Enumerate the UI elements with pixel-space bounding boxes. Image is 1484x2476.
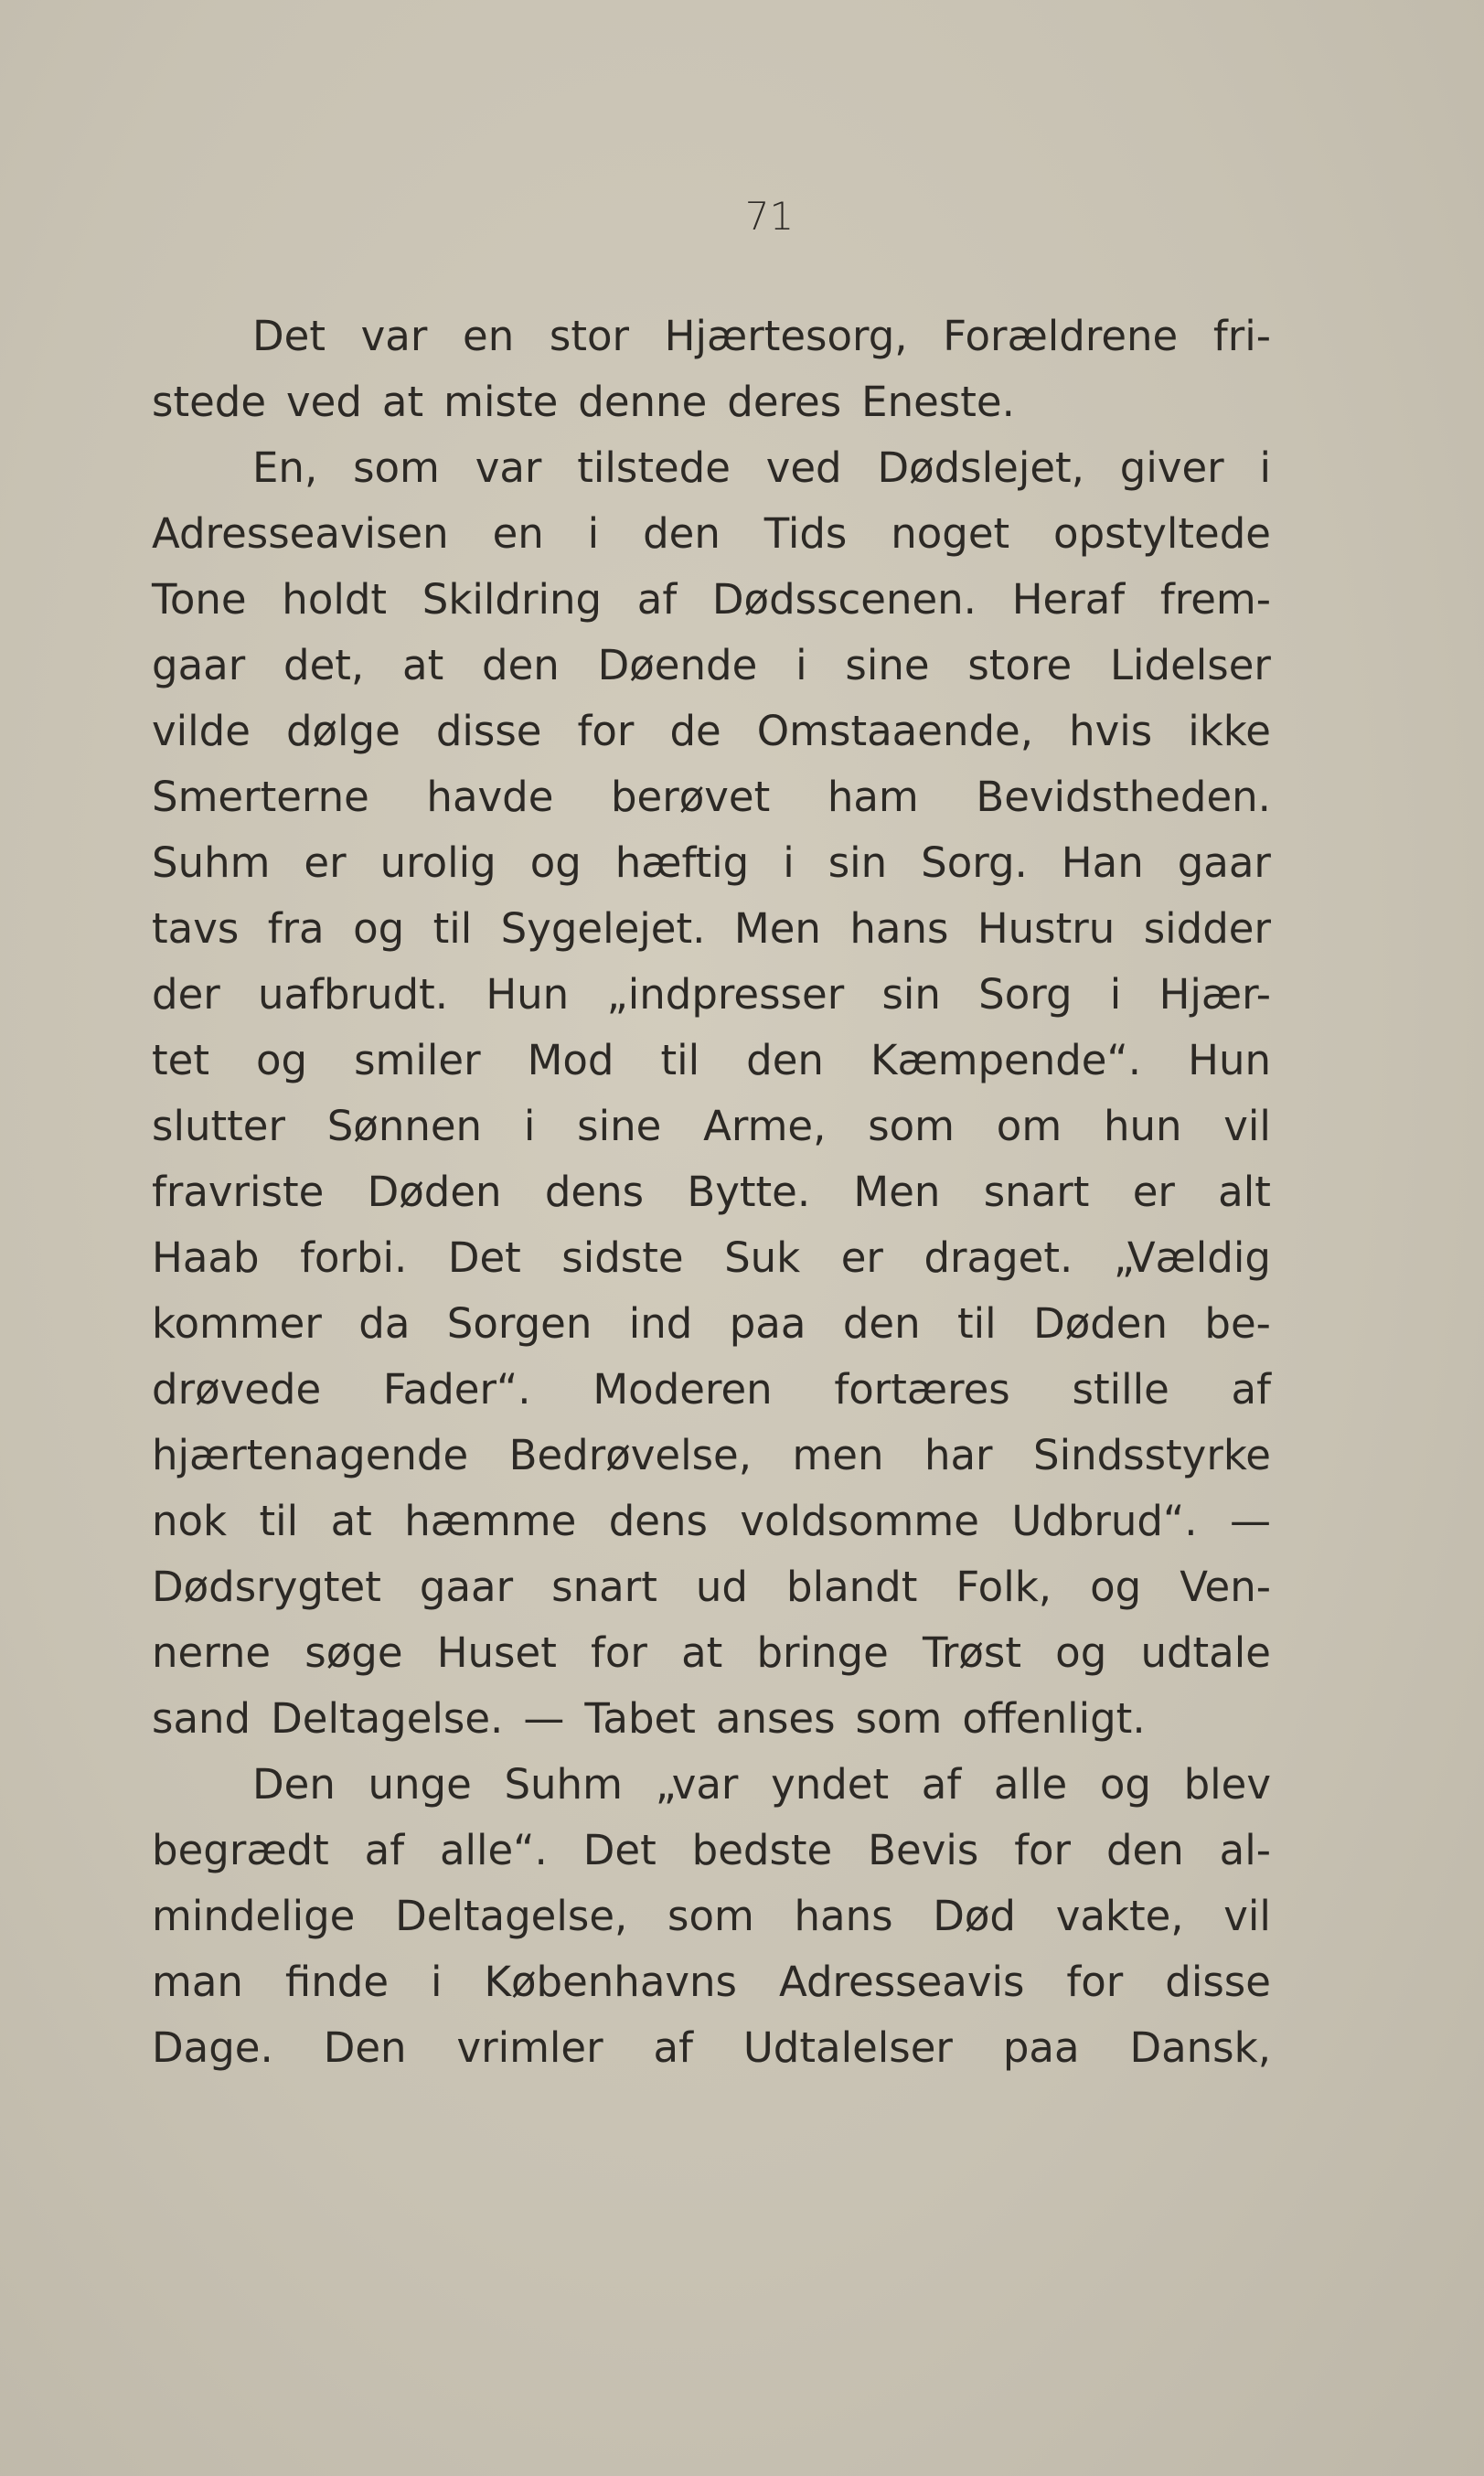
word: Suhm	[152, 838, 271, 887]
word: ud	[695, 1563, 748, 1611]
word: Den	[252, 1760, 336, 1809]
word: Han	[1061, 838, 1144, 887]
text-line	[152, 1094, 1271, 1159]
text-line	[152, 1291, 1271, 1357]
word: miste	[443, 378, 559, 426]
word: kommer	[152, 1299, 322, 1348]
word: den	[482, 641, 560, 689]
text-line	[152, 435, 1271, 501]
word: de	[669, 707, 721, 755]
word: og	[1090, 1563, 1142, 1611]
body-text	[152, 304, 1271, 2081]
word: til	[957, 1299, 997, 1348]
word: noget	[891, 509, 1010, 558]
word: berøvet	[610, 773, 771, 821]
word: og	[353, 904, 405, 953]
word: sidder	[1143, 904, 1271, 953]
word: vil	[1223, 1102, 1271, 1150]
word: Mod	[527, 1036, 614, 1084]
word: var	[475, 443, 542, 492]
word: snart	[983, 1168, 1090, 1216]
word: som	[855, 1694, 943, 1743]
word: den	[1105, 1826, 1184, 1874]
word: disse	[435, 707, 542, 755]
word: af	[921, 1760, 962, 1809]
word: ved	[286, 378, 362, 426]
word: Det	[447, 1233, 521, 1282]
word: Dødslejet,	[877, 443, 1084, 492]
word: Haab	[152, 1233, 260, 1282]
word: Udbrud“.	[1011, 1497, 1198, 1545]
text-line	[152, 1489, 1271, 1554]
word: Forældrene	[943, 312, 1179, 360]
text-line	[152, 1159, 1271, 1225]
word: gaar	[1177, 838, 1271, 887]
word: den	[842, 1299, 921, 1348]
word: Sorgen	[446, 1299, 593, 1348]
word: Hun	[1188, 1036, 1271, 1084]
text-line	[152, 962, 1271, 1028]
word: hans	[849, 904, 949, 953]
text-line	[152, 567, 1271, 633]
word: gaar	[419, 1563, 514, 1611]
word: søge	[304, 1628, 403, 1677]
word: den	[746, 1036, 824, 1084]
word: Hun	[486, 970, 570, 1019]
word: Huset	[436, 1628, 557, 1677]
word: tavs	[152, 904, 240, 953]
word: alle“.	[439, 1826, 548, 1874]
word: Ven-	[1180, 1563, 1271, 1611]
word: dens	[544, 1168, 645, 1216]
text-line	[152, 304, 1271, 369]
text-line	[152, 1423, 1271, 1489]
word: Sønnen	[326, 1102, 483, 1150]
word: at	[402, 641, 444, 689]
word: deres	[727, 378, 842, 426]
text-line	[152, 1620, 1271, 1686]
word: hun	[1103, 1102, 1182, 1150]
word: var	[360, 312, 428, 360]
word: paa	[729, 1299, 806, 1348]
word: Døden	[367, 1168, 502, 1216]
word: anses	[715, 1694, 836, 1743]
word: —	[1230, 1497, 1271, 1545]
text-line	[152, 1818, 1271, 1884]
text-line	[152, 1752, 1271, 1818]
word: Eneste.	[861, 378, 1015, 426]
text-line	[152, 2015, 1271, 2081]
word: vil	[1223, 1892, 1271, 1940]
text-line	[152, 896, 1271, 962]
word: sand	[152, 1694, 251, 1743]
word: Adresseavis	[778, 1958, 1025, 2006]
word: nerne	[152, 1628, 272, 1677]
word: som	[868, 1102, 956, 1150]
word: offenligt.	[962, 1694, 1146, 1743]
word: disse	[1165, 1958, 1271, 2006]
word: al-	[1219, 1826, 1271, 1874]
word: i	[523, 1102, 536, 1150]
word: Men	[733, 904, 821, 953]
word: for	[1014, 1826, 1072, 1874]
word: om	[996, 1102, 1062, 1150]
word: Bedrøvelse,	[508, 1431, 753, 1479]
word: men	[792, 1431, 884, 1479]
word: draget.	[923, 1233, 1073, 1282]
word: fravriste	[152, 1168, 325, 1216]
word: man	[152, 1958, 243, 2006]
word: og	[255, 1036, 308, 1084]
word: Dødsrygtet	[152, 1563, 381, 1611]
word: af	[1231, 1365, 1271, 1414]
word: begrædt	[152, 1826, 329, 1874]
word: havde	[426, 773, 554, 821]
word: smiler	[354, 1036, 481, 1084]
word: til	[432, 904, 473, 953]
word: urolig	[379, 838, 496, 887]
word: Tids	[763, 509, 848, 558]
word: denne	[578, 378, 708, 426]
word: giver	[1119, 443, 1224, 492]
text-line	[152, 633, 1271, 699]
word: ham	[827, 773, 919, 821]
word: Udtalelser	[742, 2023, 953, 2072]
word: tilstede	[577, 443, 731, 492]
word: Sorg.	[921, 838, 1028, 887]
word: dens	[608, 1497, 708, 1545]
word: af	[364, 1826, 405, 1874]
word: bedste	[691, 1826, 833, 1874]
page-number: 71	[744, 194, 795, 239]
word: forbi.	[300, 1233, 408, 1282]
word: som	[667, 1892, 754, 1940]
word: sin	[881, 970, 941, 1019]
word: —	[523, 1694, 565, 1743]
word: for	[591, 1628, 647, 1677]
word: holdt	[282, 575, 388, 624]
word: i	[431, 1958, 443, 2006]
word: nok	[152, 1497, 228, 1545]
word: Arme,	[703, 1102, 827, 1150]
word: ved	[765, 443, 842, 492]
word: „Vældig	[1113, 1233, 1271, 1282]
word: alt	[1218, 1168, 1271, 1216]
word: paa	[1002, 2023, 1080, 2072]
text-line	[152, 1686, 1271, 1752]
word: vrimler	[456, 2023, 603, 2072]
word: bringe	[756, 1628, 889, 1677]
word: Fader“.	[382, 1365, 531, 1414]
word: Bytte.	[687, 1168, 811, 1216]
word: i	[1259, 443, 1271, 492]
word: hvis	[1069, 707, 1153, 755]
word: der	[152, 970, 220, 1019]
word: Døende	[597, 641, 758, 689]
word: at	[330, 1497, 372, 1545]
word: dølge	[285, 707, 400, 755]
word: Dødsscenen.	[711, 575, 977, 624]
word: hans	[794, 1892, 893, 1940]
word: udtale	[1140, 1628, 1271, 1677]
text-line	[152, 501, 1271, 567]
word: voldsomme	[740, 1497, 979, 1545]
word: den	[643, 509, 721, 558]
word: blev	[1183, 1760, 1271, 1809]
word: Bevidstheden.	[976, 773, 1271, 821]
word: en	[463, 312, 515, 360]
word: unge	[368, 1760, 472, 1809]
word: Lidelser	[1109, 641, 1271, 689]
word: i	[795, 641, 807, 689]
word: blandt	[786, 1563, 918, 1611]
word: En,	[252, 443, 318, 492]
word: som	[353, 443, 440, 492]
word: snart	[551, 1563, 657, 1611]
word: Hustru	[977, 904, 1116, 953]
word: alle	[993, 1760, 1068, 1809]
word: er	[304, 838, 347, 887]
word: at	[381, 378, 424, 426]
word: mindelige	[152, 1892, 356, 1940]
word: Suk	[724, 1233, 801, 1282]
text-line	[152, 1357, 1271, 1423]
text-line	[152, 1554, 1271, 1620]
word: Tone	[152, 575, 247, 624]
word: Sindsstyrke	[1033, 1431, 1271, 1479]
word: stille	[1072, 1365, 1169, 1414]
word: „var	[655, 1760, 739, 1809]
word: Omstaaende,	[756, 707, 1034, 755]
word: Deltagelse,	[395, 1892, 628, 1940]
word: be-	[1204, 1299, 1271, 1348]
word: Hjærtesorg,	[664, 312, 908, 360]
word: og	[1055, 1628, 1107, 1677]
word: Hjær-	[1158, 970, 1271, 1019]
word: Døden	[1033, 1299, 1169, 1348]
word: Bevis	[868, 1826, 979, 1874]
text-line	[152, 764, 1271, 830]
word: Heraf	[1011, 575, 1126, 624]
word: Dage.	[152, 2023, 273, 2072]
word: Skildring	[422, 575, 603, 624]
word: sine	[845, 641, 930, 689]
word: at	[681, 1628, 723, 1677]
word: hjærtenagende	[152, 1431, 469, 1479]
word: for	[577, 707, 635, 755]
word: i	[1109, 970, 1122, 1019]
word: hæmme	[404, 1497, 577, 1545]
word: sidste	[561, 1233, 684, 1282]
word: sine	[577, 1102, 662, 1150]
word: Deltagelse.	[271, 1694, 504, 1743]
word: drøvede	[152, 1365, 322, 1414]
word: opstyltede	[1053, 509, 1271, 558]
text-line	[152, 699, 1271, 764]
word: af	[636, 575, 678, 624]
word: finde	[284, 1958, 390, 2006]
word: Smerterne	[152, 773, 369, 821]
word: Det	[252, 312, 326, 360]
word: Død	[933, 1892, 1016, 1940]
word: til	[660, 1036, 700, 1084]
text-line	[152, 369, 1271, 435]
word: det,	[283, 641, 365, 689]
word: „indpresser	[606, 970, 845, 1019]
word: fra	[267, 904, 325, 953]
word: fri-	[1212, 312, 1271, 360]
word: Sygelejet.	[500, 904, 706, 953]
word: uafbrudt.	[258, 970, 449, 1019]
word: store	[967, 641, 1073, 689]
word: for	[1066, 1958, 1124, 2006]
word: og	[1099, 1760, 1151, 1809]
word: har	[923, 1431, 993, 1479]
text-line	[152, 1028, 1271, 1094]
word: Folk,	[956, 1563, 1052, 1611]
word: Det	[582, 1826, 657, 1874]
word: i	[783, 838, 795, 887]
word: i	[587, 509, 600, 558]
word: og	[529, 838, 582, 887]
word: Men	[853, 1168, 941, 1216]
text-line	[152, 1949, 1271, 2015]
word: af	[653, 2023, 693, 2072]
word: Moderen	[593, 1365, 773, 1414]
text-line	[152, 1884, 1271, 1949]
word: fortæres	[834, 1365, 1010, 1414]
word: Dansk,	[1129, 2023, 1271, 2072]
word: slutter	[152, 1102, 285, 1150]
word: Trøst	[922, 1628, 1021, 1677]
word: ikke	[1188, 707, 1271, 755]
word: Den	[323, 2023, 407, 2072]
word: stor	[549, 312, 630, 360]
word: Københavns	[484, 1958, 737, 2006]
word: Adresseavisen	[152, 509, 449, 558]
word: Sorg	[978, 970, 1073, 1019]
word: vakte,	[1055, 1892, 1184, 1940]
word: yndet	[771, 1760, 890, 1809]
word: stede	[152, 378, 267, 426]
word: vilde	[152, 707, 251, 755]
word: frem-	[1159, 575, 1271, 624]
word: da	[358, 1299, 411, 1348]
word: en	[492, 509, 544, 558]
word: Kæmpende“.	[870, 1036, 1142, 1084]
word: hæftig	[614, 838, 750, 887]
word: sin	[827, 838, 888, 887]
word: ind	[628, 1299, 693, 1348]
word: Tabet	[584, 1694, 696, 1743]
word: gaar	[152, 641, 246, 689]
word: til	[259, 1497, 299, 1545]
word: tet	[152, 1036, 209, 1084]
word: er	[1132, 1168, 1175, 1216]
text-line	[152, 830, 1271, 896]
word: Suhm	[504, 1760, 623, 1809]
text-line	[152, 1225, 1271, 1291]
word: er	[840, 1233, 883, 1282]
